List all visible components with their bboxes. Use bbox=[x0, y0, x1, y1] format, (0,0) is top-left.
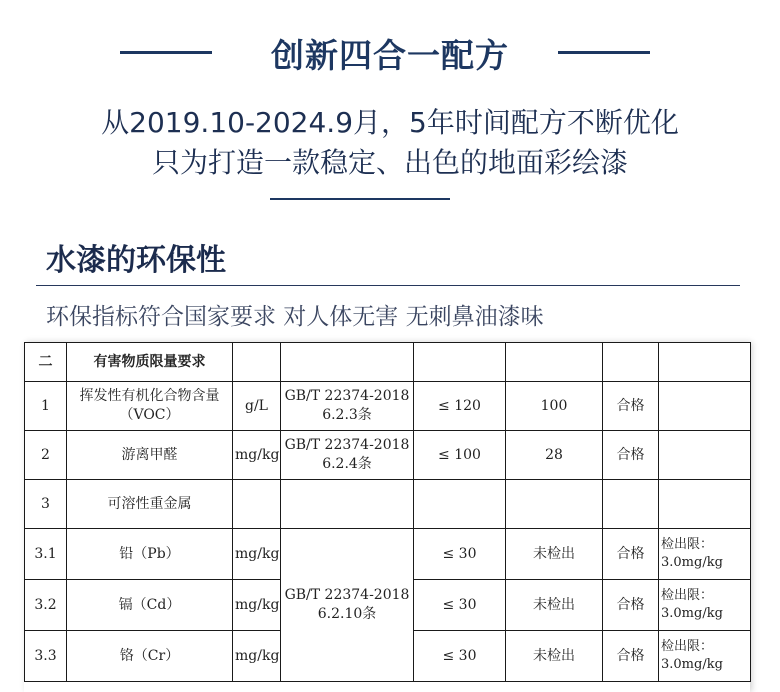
cell-note bbox=[659, 431, 751, 480]
cell-note bbox=[659, 382, 751, 431]
cell-note bbox=[659, 480, 751, 529]
header-no: 二 bbox=[25, 343, 67, 382]
cell-no: 1 bbox=[25, 382, 67, 431]
cell-verdict bbox=[603, 480, 659, 529]
header-item: 有害物质限量要求 bbox=[67, 343, 233, 382]
section-divider bbox=[36, 285, 740, 286]
cell-unit: mg/kg bbox=[233, 431, 281, 480]
subtitle-line-1: 从2019.10-2024.9月，5年时间配方不断优化 bbox=[101, 106, 679, 139]
cell-unit bbox=[233, 480, 281, 529]
page-title: 创新四合一配方 bbox=[271, 36, 509, 75]
cell-unit: mg/kg bbox=[233, 580, 281, 631]
cell-method: GB/T 22374-2018 6.2.4条 bbox=[281, 431, 414, 480]
cell-unit: mg/kg bbox=[233, 631, 281, 682]
cell-item: 游离甲醛 bbox=[67, 431, 233, 480]
cell-no: 3.2 bbox=[25, 580, 67, 631]
cell-limit: ≤ 30 bbox=[414, 580, 506, 631]
cell-method: GB/T 22374-2018 6.2.3条 bbox=[281, 382, 414, 431]
cell-item: 挥发性有机化合物含量（VOC） bbox=[67, 382, 233, 431]
cell-result: 未检出 bbox=[506, 631, 603, 682]
cell-result: 未检出 bbox=[506, 529, 603, 580]
table-row bbox=[25, 480, 751, 529]
section-title: 水漆的环保性 bbox=[46, 243, 226, 278]
cell-no: 2 bbox=[25, 431, 67, 480]
cell-verdict: 合格 bbox=[603, 382, 659, 431]
cell-verdict: 合格 bbox=[603, 529, 659, 580]
inspection-table-card bbox=[24, 342, 750, 692]
section-description: 环保指标符合国家要求 对人体无害 无刺鼻油漆味 bbox=[46, 304, 544, 330]
cell-method-merged: GB/T 22374-2018 6.2.10条 bbox=[281, 529, 414, 682]
cell-unit: mg/kg bbox=[233, 529, 281, 580]
cell-note: 检出限：3.0mg/kg bbox=[659, 529, 751, 580]
cell-no: 3.1 bbox=[25, 529, 67, 580]
cell-no: 3.3 bbox=[25, 631, 67, 682]
cell-verdict: 合格 bbox=[603, 431, 659, 480]
cell-verdict: 合格 bbox=[603, 631, 659, 682]
cell-limit: ≤ 120 bbox=[414, 382, 506, 431]
cell-result bbox=[506, 480, 603, 529]
table-row bbox=[25, 382, 751, 431]
cell-limit: ≤ 30 bbox=[414, 529, 506, 580]
cell-unit: g/L bbox=[233, 382, 281, 431]
table-row bbox=[25, 529, 751, 580]
title-decoration-right bbox=[558, 51, 650, 54]
cell-result: 100 bbox=[506, 382, 603, 431]
cell-method bbox=[281, 480, 414, 529]
cell-limit: ≤ 100 bbox=[414, 431, 506, 480]
cell-item: 可溶性重金属 bbox=[67, 480, 233, 529]
cell-no: 3 bbox=[25, 480, 67, 529]
cell-item: 铬（Cr） bbox=[67, 631, 233, 682]
cell-note: 检出限：3.0mg/kg bbox=[659, 631, 751, 682]
cell-result: 28 bbox=[506, 431, 603, 480]
cell-item: 铅（Pb） bbox=[67, 529, 233, 580]
table-header-row bbox=[25, 343, 751, 382]
cell-result: 未检出 bbox=[506, 580, 603, 631]
cell-limit: ≤ 30 bbox=[414, 631, 506, 682]
subtitle-line-2: 只为打造一款稳定、出色的地面彩绘漆 bbox=[151, 146, 628, 179]
cell-note: 检出限：3.0mg/kg bbox=[659, 580, 751, 631]
cell-limit bbox=[414, 480, 506, 529]
inspection-table bbox=[24, 342, 751, 682]
cell-verdict: 合格 bbox=[603, 580, 659, 631]
table-row bbox=[25, 431, 751, 480]
cell-item: 镉（Cd） bbox=[67, 580, 233, 631]
subtitle-divider bbox=[270, 198, 450, 200]
